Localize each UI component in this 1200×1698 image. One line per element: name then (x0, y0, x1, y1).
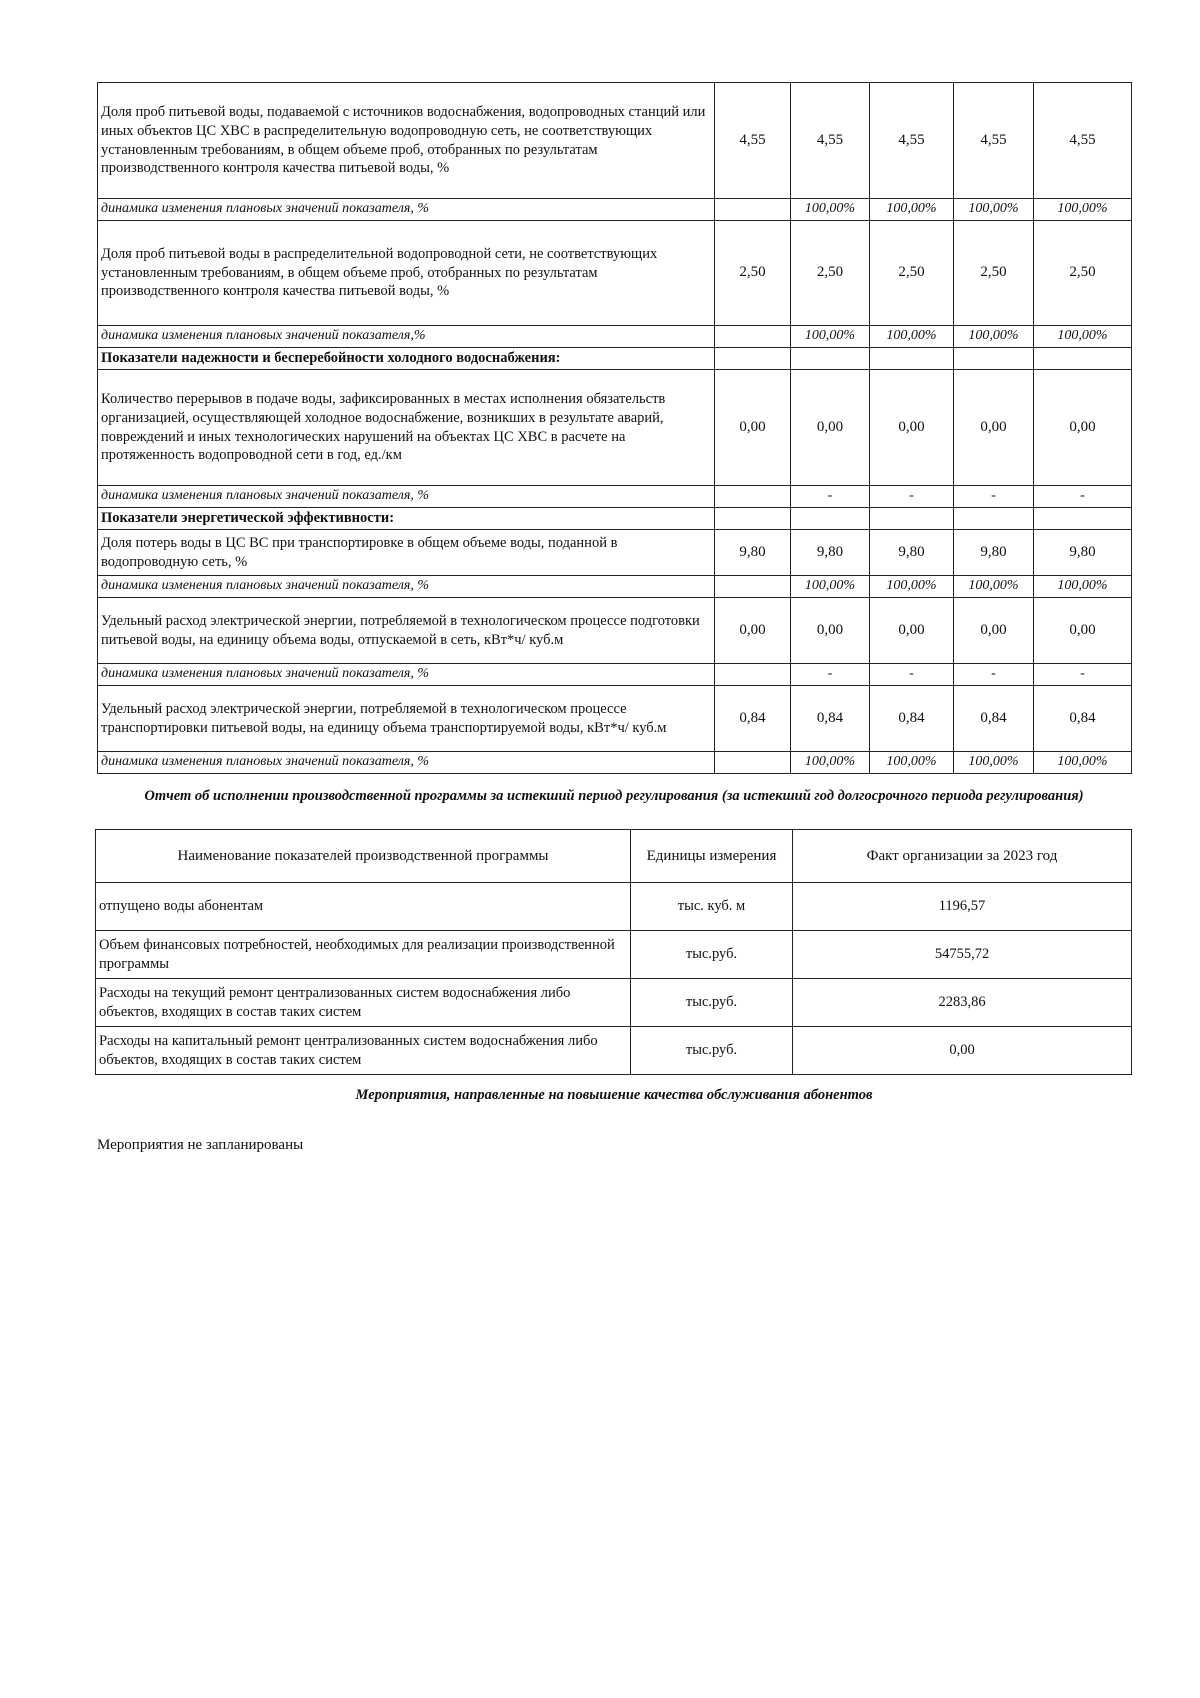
report-row-unit: тыс.руб. (631, 979, 793, 1027)
dynamics-value (715, 486, 791, 508)
indicators-table (97, 82, 1132, 774)
dynamics-value (715, 752, 791, 774)
section-cell (791, 508, 870, 530)
dynamics-value: 100,00% (870, 752, 954, 774)
dynamics-value: 100,00% (1034, 752, 1132, 774)
dynamics-value: 100,00% (791, 752, 870, 774)
section-cell (1034, 508, 1132, 530)
section-cell (715, 508, 791, 530)
section-cell (715, 348, 791, 370)
report-header-row (96, 830, 1132, 883)
dynamics-value: 100,00% (870, 326, 954, 348)
dynamics-value (715, 576, 791, 598)
dynamics-value: - (954, 486, 1034, 508)
indicator-row (98, 221, 1132, 326)
dynamics-value: - (791, 486, 870, 508)
dynamics-label: динамика изменения плановых значений показателя,% (98, 326, 715, 348)
dynamics-value: - (954, 664, 1034, 686)
dynamics-value: 100,00% (954, 199, 1034, 221)
dynamics-row (98, 752, 1132, 774)
indicator-value: 4,55 (791, 83, 870, 199)
indicator-value: 4,55 (870, 83, 954, 199)
report-row-name: Расходы на капитальный ремонт централизованных систем водоснабжения либо объектов, входящих в состав таких систем (96, 1027, 631, 1075)
indicator-value: 0,00 (870, 370, 954, 486)
dynamics-row (98, 576, 1132, 598)
report-row (96, 1027, 1132, 1075)
indicator-value: 0,00 (954, 370, 1034, 486)
dynamics-value: - (1034, 664, 1132, 686)
report-title: Отчет об исполнении производственной программы за истекший период регулирования (за истекший год долгосрочного периода регулирования) (144, 788, 1084, 804)
indicator-row (98, 686, 1132, 752)
indicator-value: 0,00 (715, 598, 791, 664)
dynamics-value: 100,00% (791, 576, 870, 598)
section-cell (954, 508, 1034, 530)
indicator-row (98, 83, 1132, 199)
report-header-name: Наименование показателей производственной программы (96, 830, 631, 883)
indicator-value: 2,50 (715, 221, 791, 326)
report-row-value: 1196,57 (793, 883, 1132, 931)
section-cell (954, 348, 1034, 370)
dynamics-label: динамика изменения плановых значений показателя, % (98, 199, 715, 221)
report-row-value: 2283,86 (793, 979, 1132, 1027)
dynamics-row (98, 326, 1132, 348)
indicator-value: 9,80 (791, 530, 870, 576)
indicator-value: 4,55 (715, 83, 791, 199)
indicator-value: 0,00 (791, 370, 870, 486)
indicator-label: Количество перерывов в подаче воды, зафиксированных в местах исполнения обязательств организацией, осуществляющей холодное водоснабжение, возникших в результате аварий, повреждений и иных технологических нарушений на объектах ЦС ХВС в расчете на протяженность водопроводной сети в год, ед./км (98, 370, 715, 486)
report-row-value: 54755,72 (793, 931, 1132, 979)
dynamics-value: - (791, 664, 870, 686)
indicator-value: 0,00 (1034, 370, 1132, 486)
indicator-value: 0,00 (954, 598, 1034, 664)
indicator-label: Доля потерь воды в ЦС ВС при транспортировке в общем объеме воды, поданной в водопроводную сеть, % (98, 530, 715, 576)
indicator-value: 0,00 (715, 370, 791, 486)
indicator-value: 2,50 (1034, 221, 1132, 326)
report-row-value: 0,00 (793, 1027, 1132, 1075)
dynamics-value: 100,00% (954, 752, 1034, 774)
indicator-value: 0,84 (954, 686, 1034, 752)
dynamics-value: 100,00% (791, 199, 870, 221)
indicator-value: 0,00 (870, 598, 954, 664)
dynamics-value: - (870, 486, 954, 508)
indicator-row (98, 370, 1132, 486)
section-cell (1034, 348, 1132, 370)
dynamics-value: 100,00% (1034, 326, 1132, 348)
dynamics-label: динамика изменения плановых значений показателя, % (98, 576, 715, 598)
report-row-unit: тыс.руб. (631, 1027, 793, 1075)
section-heading: Показатели энергетической эффективности: (98, 508, 715, 530)
indicator-value: 2,50 (791, 221, 870, 326)
indicator-value: 0,84 (791, 686, 870, 752)
dynamics-value: 100,00% (954, 326, 1034, 348)
dynamics-value: 100,00% (1034, 576, 1132, 598)
report-row-name: Расходы на текущий ремонт централизованных систем водоснабжения либо объектов, входящих в состав таких систем (96, 979, 631, 1027)
report-row-name: Объем финансовых потребностей, необходимых для реализации производственной программы (96, 931, 631, 979)
indicator-value: 2,50 (870, 221, 954, 326)
report-row (96, 883, 1132, 931)
section-heading: Показатели надежности и бесперебойности холодного водоснабжения: (98, 348, 715, 370)
indicator-value: 9,80 (870, 530, 954, 576)
dynamics-value (715, 199, 791, 221)
dynamics-value: 100,00% (870, 576, 954, 598)
indicator-row (98, 530, 1132, 576)
dynamics-value: 100,00% (1034, 199, 1132, 221)
report-header-fact: Факт организации за 2023 год (793, 830, 1132, 883)
dynamics-value (715, 664, 791, 686)
indicator-value: 4,55 (954, 83, 1034, 199)
indicator-value: 0,84 (1034, 686, 1132, 752)
indicator-label: Доля проб питьевой воды, подаваемой с источников водоснабжения, водопроводных станций или иных объектов ЦС ХВС в распределительную водопроводную сеть, не соответствующих установленным требованиям, в общем объеме проб, отобранных по результатам производственного контроля качества питьевой воды, % (98, 83, 715, 199)
dynamics-value (715, 326, 791, 348)
indicator-value: 9,80 (954, 530, 1034, 576)
indicator-value: 9,80 (715, 530, 791, 576)
indicator-value: 4,55 (1034, 83, 1132, 199)
measures-text: Мероприятия не запланированы (97, 1137, 304, 1153)
dynamics-value: - (1034, 486, 1132, 508)
report-row (96, 979, 1132, 1027)
dynamics-row (98, 664, 1132, 686)
report-row-unit: тыс.руб. (631, 931, 793, 979)
section-row (98, 348, 1132, 370)
indicator-row (98, 598, 1132, 664)
measures-title: Мероприятия, направленные на повышение качества обслуживания абонентов (355, 1087, 873, 1103)
indicator-value: 0,00 (791, 598, 870, 664)
dynamics-value: 100,00% (954, 576, 1034, 598)
indicator-label: Доля проб питьевой воды в распределительной водопроводной сети, не соответствующих установленным требованиям, в общем объеме проб, отобранных по результатам производственного контроля качества питьевой воды, % (98, 221, 715, 326)
indicator-value: 2,50 (954, 221, 1034, 326)
indicator-label: Удельный расход электрической энергии, потребляемой в технологическом процессе подготовки питьевой воды, на единицу объема воды, отпускаемой в сеть, кВт*ч/ куб.м (98, 598, 715, 664)
dynamics-value: - (870, 664, 954, 686)
dynamics-row (98, 199, 1132, 221)
dynamics-value: 100,00% (791, 326, 870, 348)
report-row-name: отпущено воды абонентам (96, 883, 631, 931)
dynamics-label: динамика изменения плановых значений показателя, % (98, 486, 715, 508)
dynamics-value: 100,00% (870, 199, 954, 221)
report-header-unit: Единицы измерения (631, 830, 793, 883)
indicator-value: 0,84 (715, 686, 791, 752)
indicator-label: Удельный расход электрической энергии, потребляемой в технологическом процессе транспортировки питьевой воды, на единицу объема транспортируемой воды, кВт*ч/ куб.м (98, 686, 715, 752)
section-cell (791, 348, 870, 370)
indicator-value: 0,84 (870, 686, 954, 752)
section-cell (870, 508, 954, 530)
dynamics-row (98, 486, 1132, 508)
indicator-value: 9,80 (1034, 530, 1132, 576)
indicator-value: 0,00 (1034, 598, 1132, 664)
report-row (96, 931, 1132, 979)
dynamics-label: динамика изменения плановых значений показателя, % (98, 664, 715, 686)
dynamics-label: динамика изменения плановых значений показателя, % (98, 752, 715, 774)
report-table (95, 829, 1132, 1075)
section-row (98, 508, 1132, 530)
report-row-unit: тыс. куб. м (631, 883, 793, 931)
section-cell (870, 348, 954, 370)
